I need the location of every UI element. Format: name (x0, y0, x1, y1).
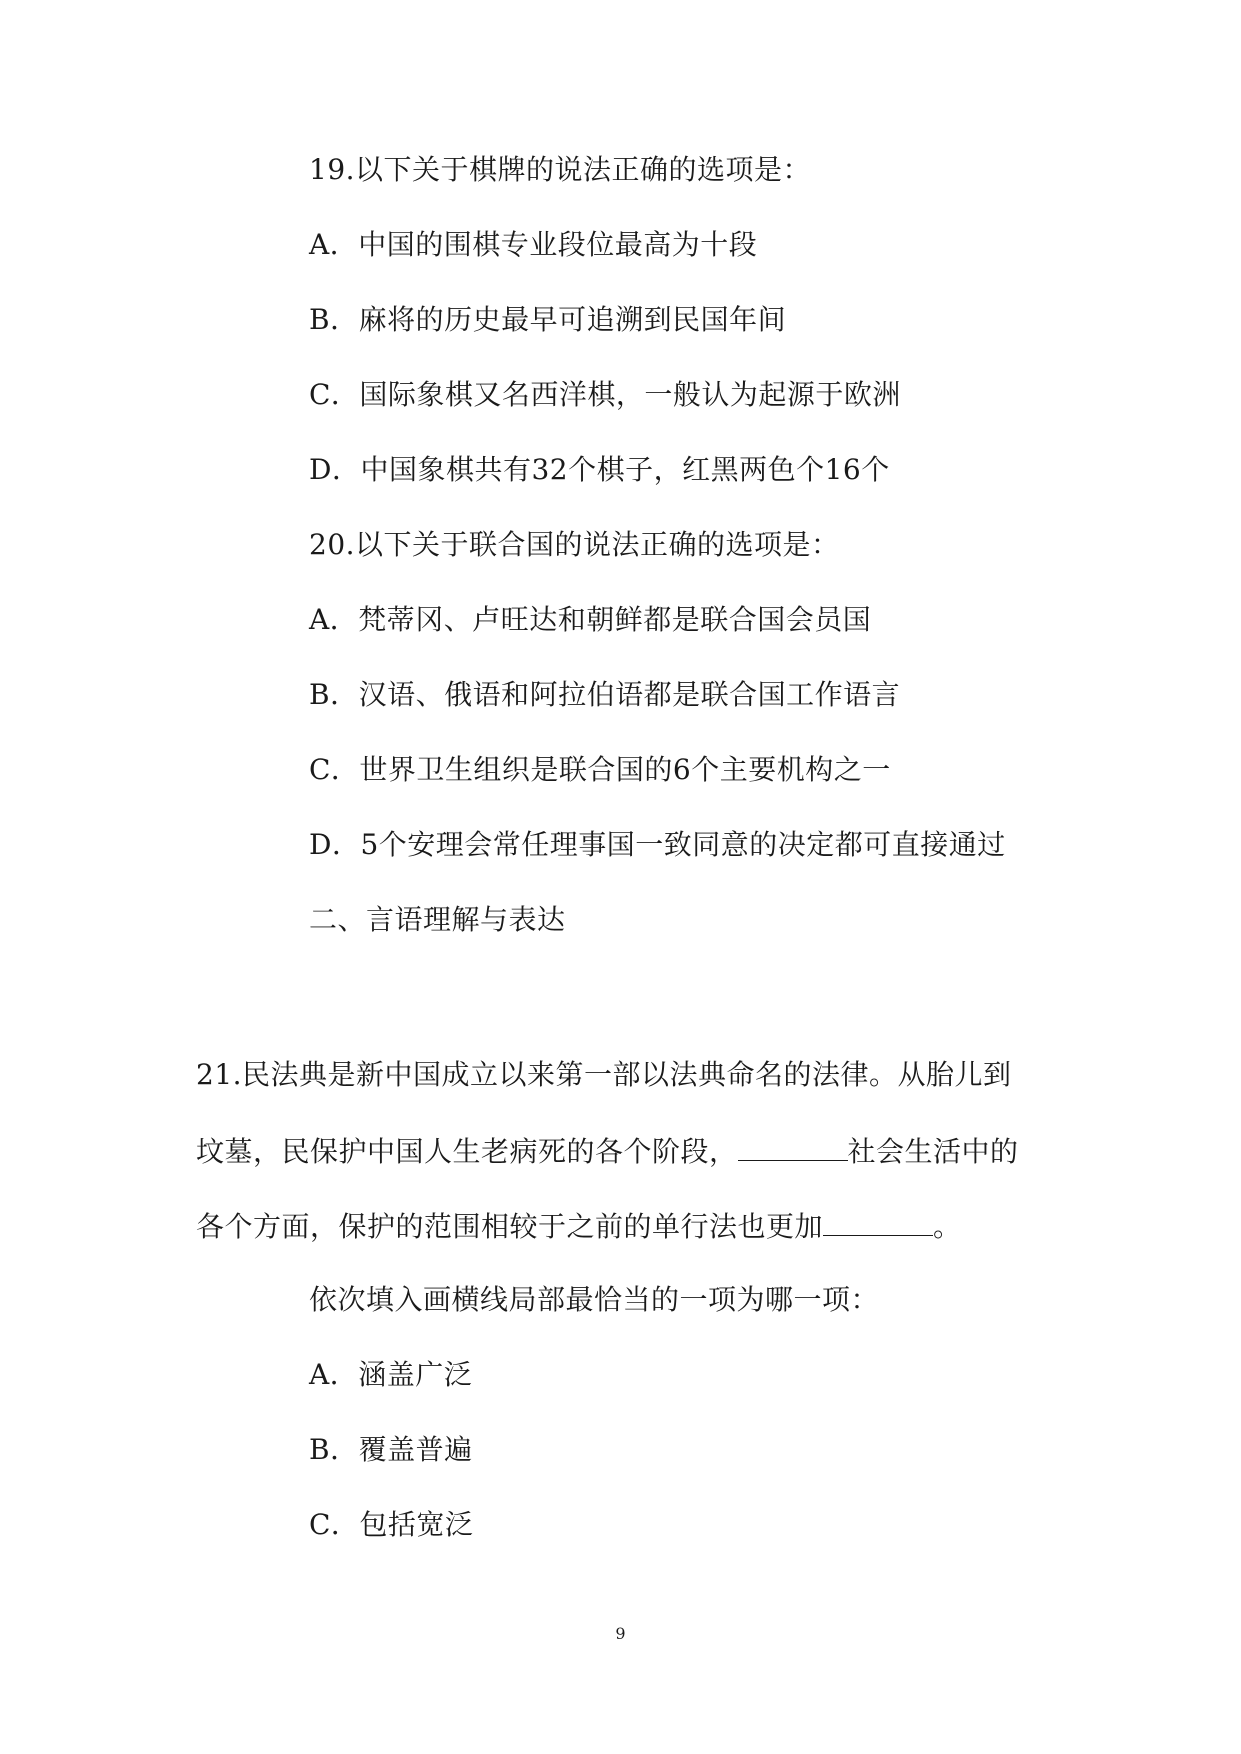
question-21-line-3-after: 。 (933, 1210, 962, 1243)
question-21-line-2 (196, 1130, 1019, 1172)
question-19-option-c: C．国际象棋又名西洋棋，一般认为起源于欧洲 (309, 378, 901, 411)
question-20-stem: 20.以下关于联合国的说法正确的选项是： (309, 528, 840, 561)
page-number: 9 (615, 1624, 626, 1643)
question-19-option-b: B．麻将的历史最早可追溯到民国年间 (309, 303, 787, 336)
question-20-option-a: A．梵蒂冈、卢旺达和朝鲜都是联合国会员国 (309, 603, 872, 636)
question-20-option-c: C．世界卫生组织是联合国的6个主要机构之一 (309, 753, 891, 786)
question-21-option-a: A．涵盖广泛 (309, 1358, 473, 1391)
question-21-line-3-before: 各个方面，保护的范围相较于之前的单行法也更加 (196, 1210, 824, 1243)
question-21-line-1: 21.民法典是新中国成立以来第一部以法典命名的法律。从胎儿到 (196, 1058, 1012, 1091)
question-21-instruction: 依次填入画横线局部最恰当的一项为哪一项： (309, 1283, 880, 1316)
question-19-option-a: A．中国的围棋专业段位最高为十段 (309, 228, 758, 261)
question-21-option-c: C．包括宽泛 (309, 1508, 474, 1541)
question-21-line-2-after: 社会生活中的 (847, 1135, 1019, 1168)
answer-blank-2 (823, 1205, 933, 1236)
question-19-stem: 19.以下关于棋牌的说法正确的选项是： (309, 153, 812, 186)
question-21-line-3 (196, 1205, 962, 1247)
question-20-option-b: B．汉语、俄语和阿拉伯语都是联合国工作语言 (309, 678, 901, 711)
question-19-option-d: D．中国象棋共有32个棋子，红黑两色个16个 (309, 453, 890, 486)
answer-blank-1 (738, 1130, 848, 1161)
question-20-option-d: D．5个安理会常任理事国一致同意的决定都可直接通过 (309, 828, 1006, 861)
question-21-line-2-before: 坟墓，民保护中国人生老病死的各个阶段， (196, 1135, 738, 1168)
section-heading: 二、言语理解与表达 (309, 903, 566, 936)
question-21-option-b: B．覆盖普遍 (309, 1433, 473, 1466)
